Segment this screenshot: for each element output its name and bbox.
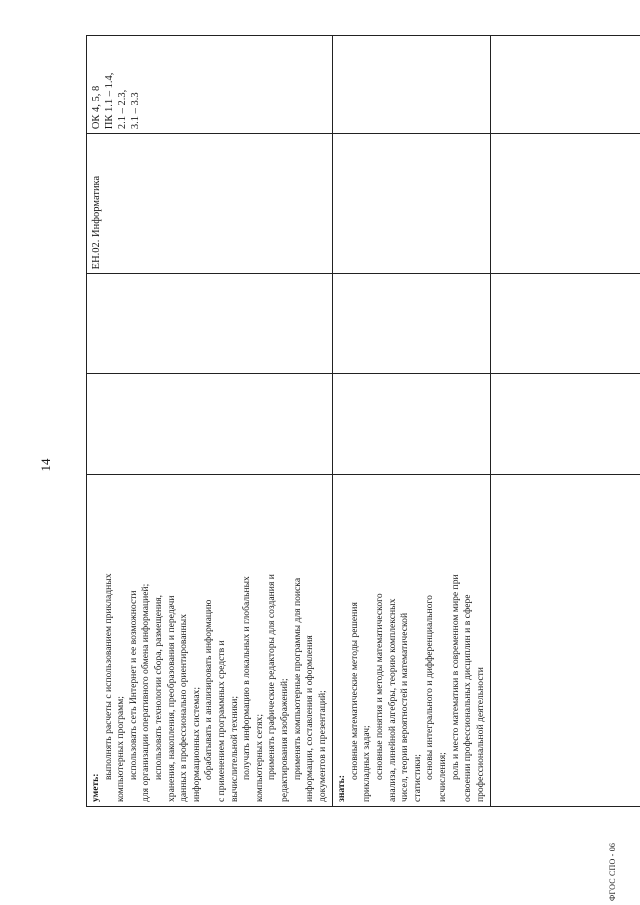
- empty-cell: [491, 474, 640, 806]
- znat-line: освоении профессиональных дисциплин и в сфере: [462, 594, 474, 802]
- empty-cell: [491, 36, 640, 134]
- umet-label: уметь:: [90, 773, 101, 802]
- znat-line: роль и место математики в современном мире при: [449, 574, 461, 780]
- competency-line: 3.1 – 3.3: [130, 92, 141, 130]
- empty-cell: [87, 274, 333, 374]
- footer-code: ФГОС СПО - 06: [608, 842, 617, 901]
- umet-line: вычислительной техники;: [228, 695, 240, 802]
- znat-line: статистики;: [411, 754, 423, 802]
- umet-line: получать информацию в локальных и глобальных: [241, 576, 253, 780]
- znat-line: основные математические методы решения: [348, 602, 360, 780]
- empty-cell: [491, 134, 640, 274]
- umet-line: компьютерных сетях;: [253, 713, 265, 802]
- umet-line: применять графические редакторы для создания и: [266, 574, 278, 780]
- umet-line: использовать технологии сбора, размещения,: [152, 594, 164, 780]
- requirements-cell: [87, 474, 333, 806]
- empty-cell: [333, 36, 491, 134]
- znat-line: прикладных задач;: [361, 725, 373, 802]
- empty-cell: [491, 374, 640, 474]
- umet-line: хранения, накопления, преобразования и передачи: [165, 595, 177, 802]
- competency-line: 2.1 – 2.3,: [117, 89, 128, 130]
- requirements-cell: [333, 474, 491, 806]
- umet-line: обрабатывать и анализировать информацию: [203, 599, 215, 780]
- znat-line: исчисления;: [437, 752, 449, 802]
- umet-line: данных в профессионально ориентированных: [178, 613, 190, 802]
- table-row: [87, 36, 333, 807]
- umet-line: с применением программных средств и: [215, 640, 227, 802]
- empty-cell: [491, 274, 640, 374]
- umet-line: документов и презентаций;: [316, 690, 328, 802]
- znat-line: основные понятия и методы математического: [374, 593, 386, 780]
- umet-line: информации, составления и оформления: [304, 635, 316, 802]
- empty-cell: [333, 274, 491, 374]
- znat-line: чисел, теории вероятностей и математической: [399, 612, 411, 802]
- umet-line: редактирования изображений;: [278, 678, 290, 802]
- table-row: [491, 36, 640, 807]
- competencies-cell: [87, 36, 333, 134]
- umet-line: для организации оперативного обмена информацией;: [140, 583, 152, 802]
- empty-cell: [87, 374, 333, 474]
- competency-line: ОК 4, 5, 8: [91, 85, 102, 130]
- znat-line: основы интегрального и дифференциального: [424, 595, 436, 780]
- empty-cell: [333, 134, 491, 274]
- table-row: [333, 36, 491, 807]
- znat-line: профессиональной деятельности: [474, 667, 486, 802]
- discipline-name: ЕН.02. Информатика: [91, 175, 102, 270]
- curriculum-table: [86, 35, 640, 807]
- competency-line: ПК 1.1 – 1.4,: [104, 72, 115, 130]
- page-number: 14: [38, 458, 53, 472]
- discipline-cell: [87, 134, 333, 274]
- znat-line: анализа, линейной алгебры, теорию комплексных: [386, 598, 398, 802]
- empty-cell: [333, 374, 491, 474]
- umet-line: выполнять расчеты с использованием прикладных: [102, 573, 114, 780]
- znat-label: знать:: [336, 775, 348, 802]
- umet-line: информационных системах;: [190, 687, 202, 802]
- umet-line: компьютерных программ;: [115, 696, 127, 802]
- umet-line: использовать сеть Интернет и ее возможности: [127, 590, 139, 780]
- umet-line: применять компьютерные программы для поиска: [291, 577, 303, 780]
